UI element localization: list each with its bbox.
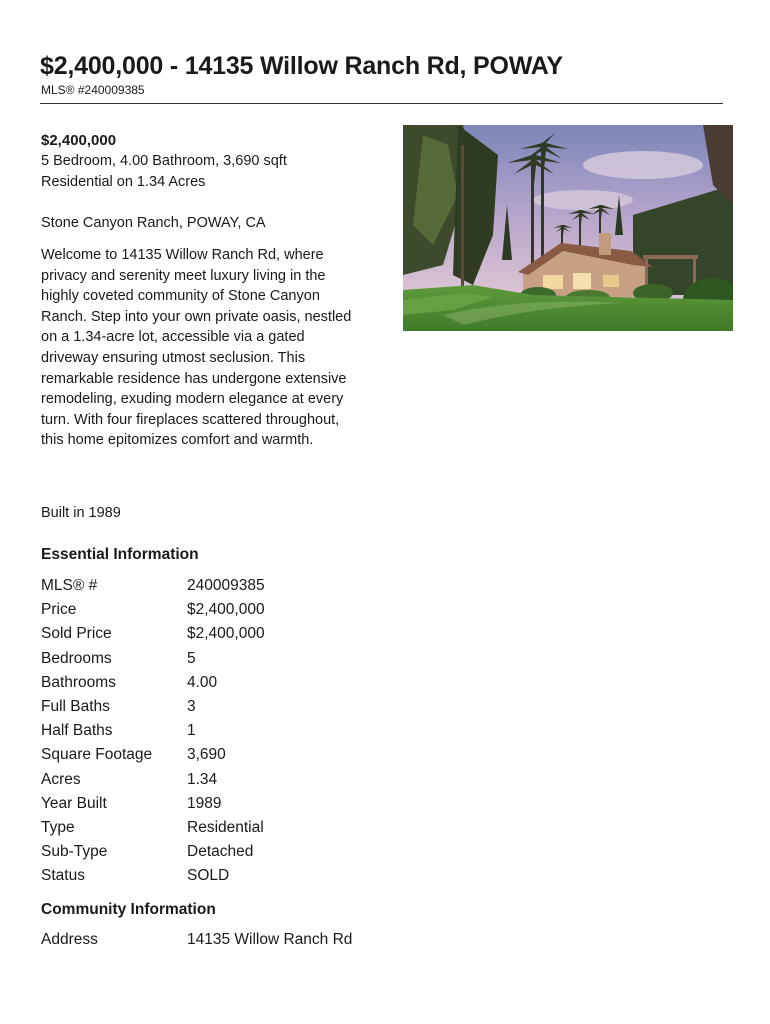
table-row (41, 768, 265, 792)
row-label: Half Baths (41, 722, 113, 740)
mls-number: MLS® #240009385 (41, 83, 145, 97)
table-row (41, 622, 265, 646)
row-label: Sold Price (41, 625, 112, 643)
row-value: 1989 (187, 794, 222, 812)
year-built-line: Built in 1989 (41, 505, 121, 521)
essential-info-title: Essential Information (41, 546, 199, 563)
listing-type: Residential on 1.34 Acres (41, 174, 206, 190)
row-value: 14135 Willow Ranch Rd (187, 931, 353, 949)
row-value: $2,400,000 (187, 601, 265, 619)
row-label: Full Baths (41, 698, 110, 716)
table-row (41, 816, 265, 840)
table-row (41, 840, 265, 864)
row-value: Residential (187, 818, 264, 836)
community-info-table (41, 928, 352, 952)
listing-summary (41, 130, 361, 451)
row-value: 1 (187, 722, 196, 740)
row-label: Type (41, 818, 75, 836)
page-title: $2,400,000 - 14135 Willow Ranch Rd, POWAY (40, 52, 563, 80)
row-label: Year Built (41, 794, 107, 812)
row-value: SOLD (187, 867, 230, 885)
table-row (41, 792, 265, 816)
row-value: 3 (187, 698, 196, 716)
row-label: Status (41, 867, 85, 885)
property-photo (403, 125, 733, 331)
header-divider (40, 103, 723, 104)
table-row (41, 743, 265, 767)
table-row (41, 864, 265, 888)
listing-price: $2,400,000 (41, 132, 117, 149)
row-value: $2,400,000 (187, 625, 265, 643)
community-info-title: Community Information (41, 901, 216, 918)
table-row (41, 719, 265, 743)
table-row (41, 928, 352, 952)
row-label: Bathrooms (41, 673, 116, 691)
listing-location: Stone Canyon Ranch, POWAY, CA (41, 215, 266, 231)
table-row (41, 598, 265, 622)
row-value: 4.00 (187, 673, 218, 691)
row-label: Acres (41, 770, 81, 788)
row-value: 5 (187, 649, 196, 667)
table-row (41, 647, 265, 671)
row-value: 240009385 (187, 577, 265, 595)
row-value: Detached (187, 843, 254, 861)
row-value: 1.34 (187, 770, 218, 788)
listing-description: Welcome to 14135 Willow Ranch Rd, where privacy and serenity meet luxury living in the highly coveted community of Stone Canyon Ranch. Step into your own private oasis, nestled on a 1.34-acre lot, accessible via a gated driveway ensuring utmost seclusion. This remarkable residence has undergone extensive remodeling, exuding modern elegance at every turn. With four fireplaces scattered throughout, this home epitomizes comfort and warmth. (41, 247, 352, 449)
listing-specs: 5 Bedroom, 4.00 Bathroom, 3,690 sqft (41, 153, 287, 169)
table-row (41, 671, 265, 695)
row-label: Address (41, 931, 98, 949)
row-label: Sub-Type (41, 843, 108, 861)
table-row (41, 695, 265, 719)
row-value: 3,690 (187, 746, 226, 764)
row-label: Price (41, 601, 77, 619)
row-label: Bedrooms (41, 649, 112, 667)
table-row (41, 574, 265, 598)
essential-info-table (41, 574, 265, 888)
row-label: Square Footage (41, 746, 153, 764)
row-label: MLS® # (41, 577, 98, 595)
